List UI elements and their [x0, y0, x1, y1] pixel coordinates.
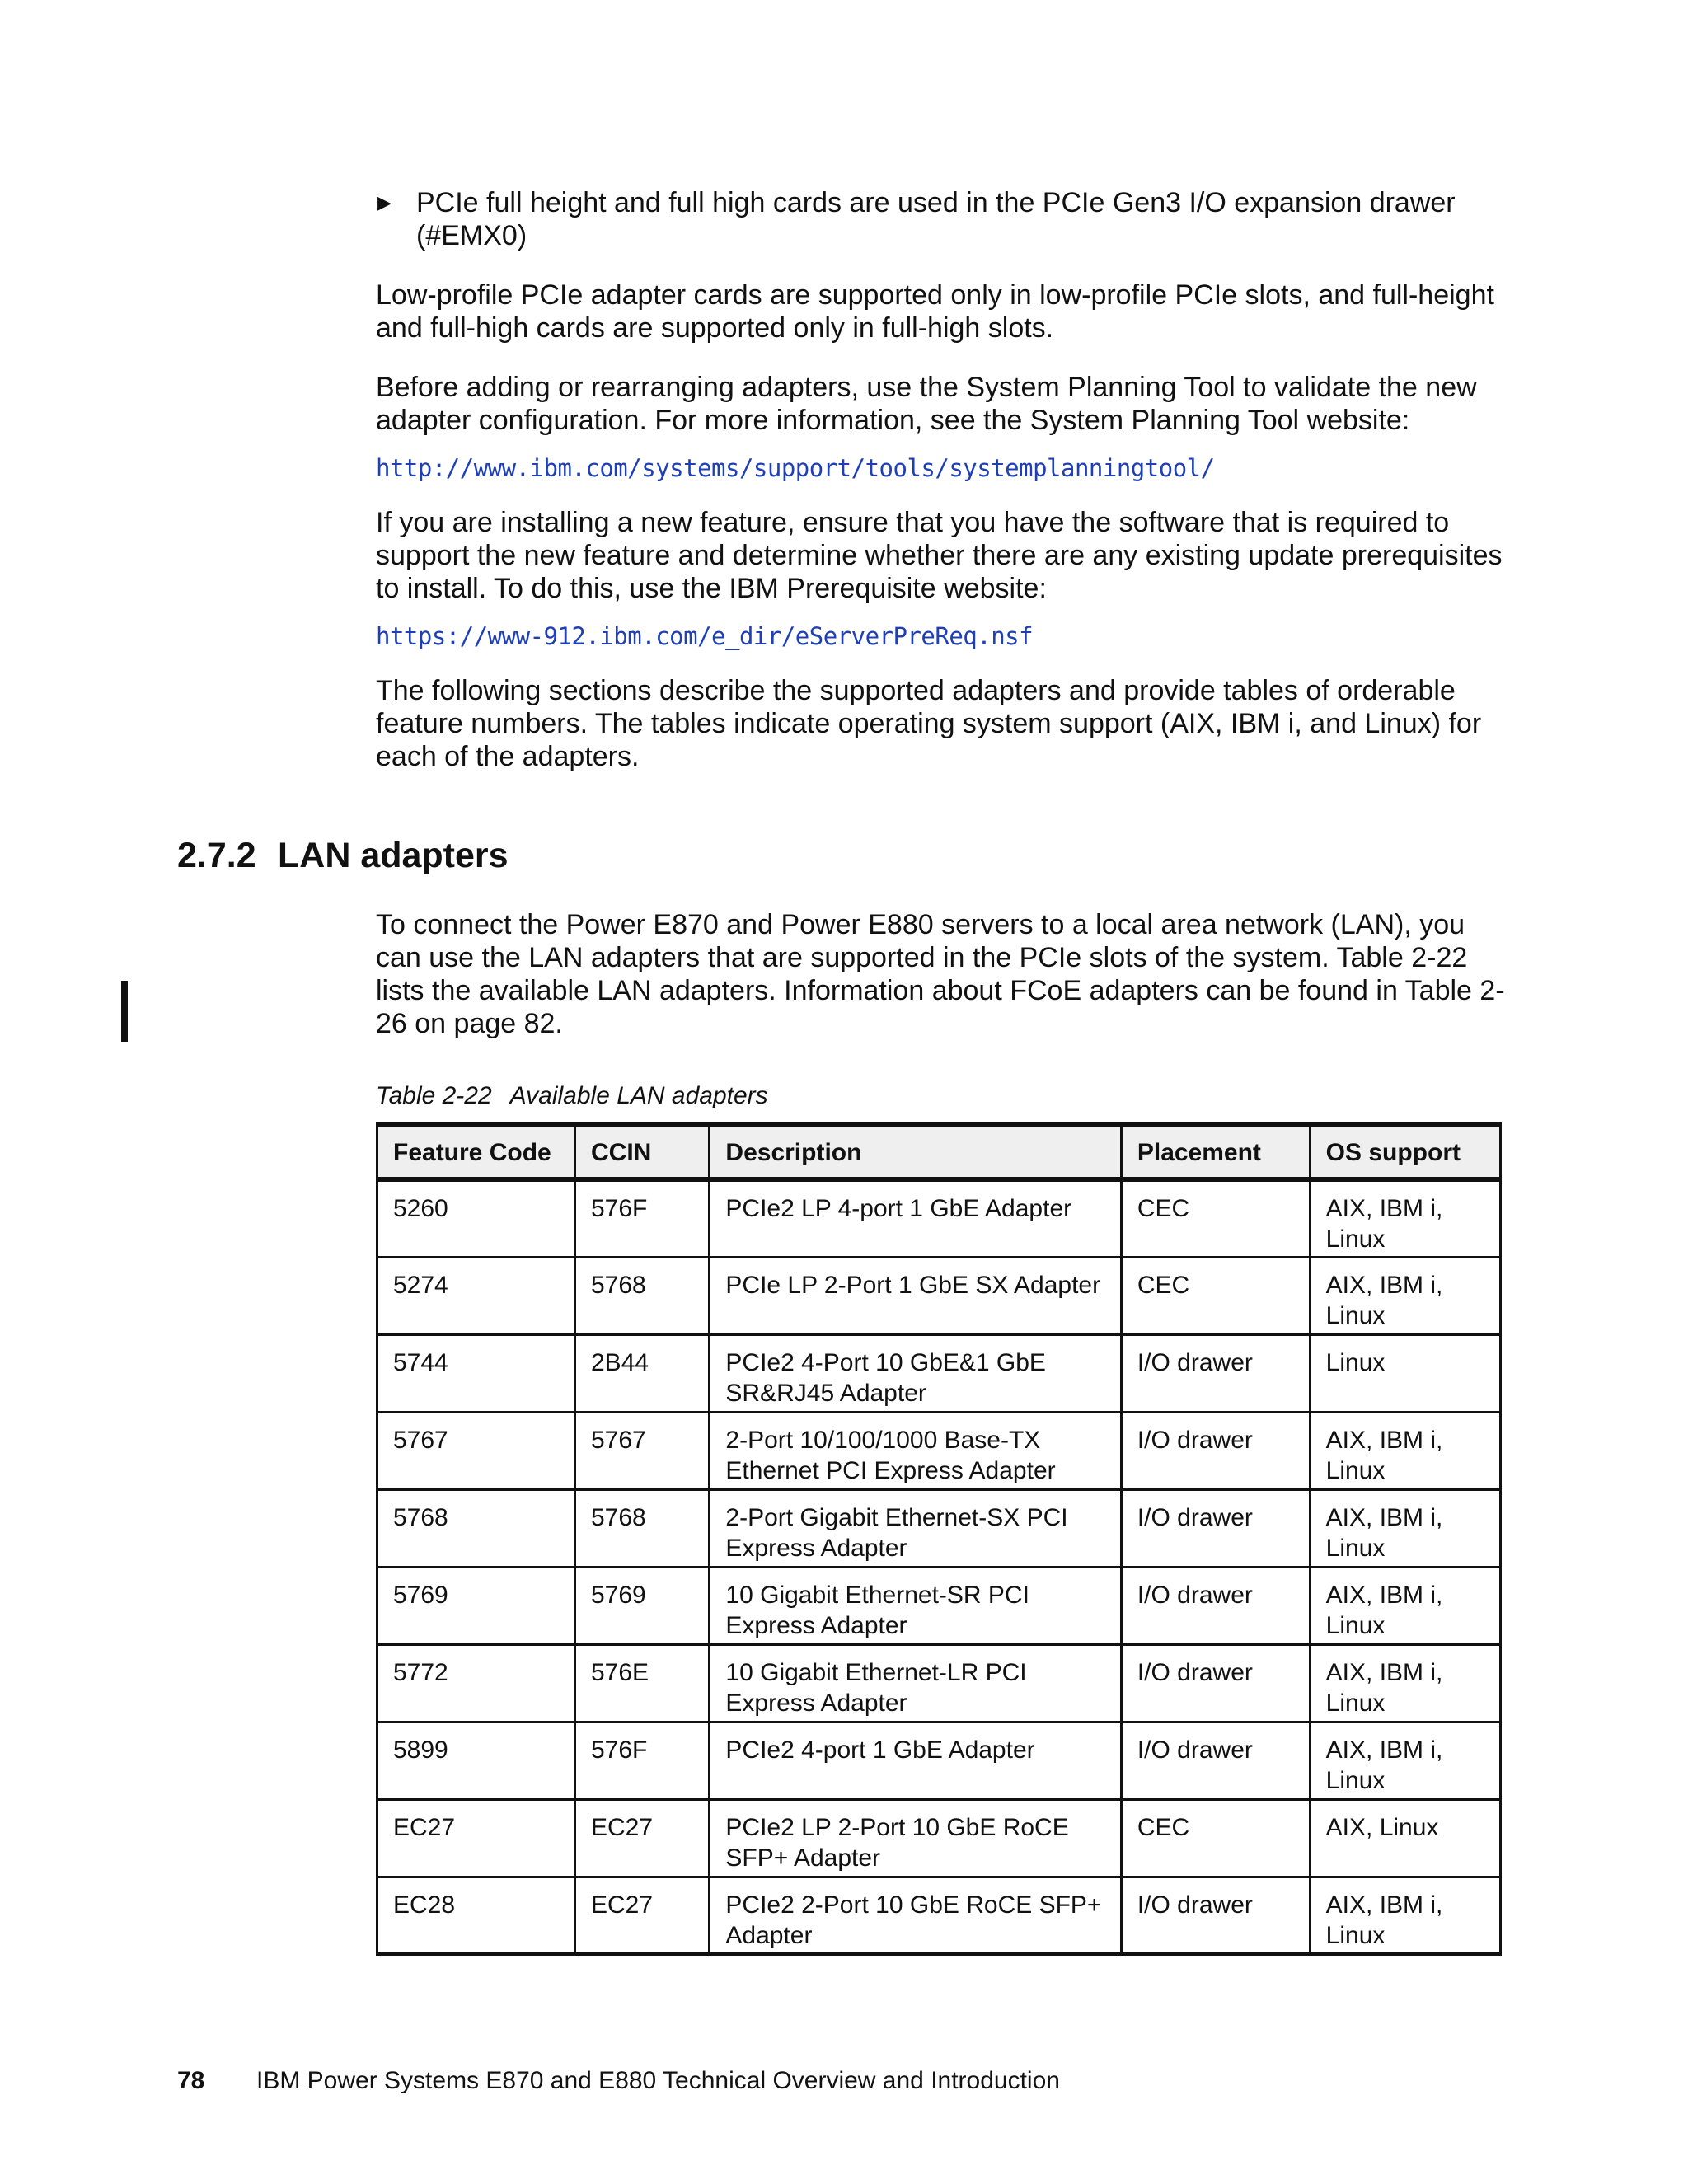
cell-placement: I/O drawer	[1121, 1567, 1310, 1644]
cell-feature-code: 5274	[377, 1257, 575, 1334]
section-number: 2.7.2	[177, 836, 256, 875]
cell-placement: I/O drawer	[1121, 1644, 1310, 1722]
table-caption-title: Available LAN adapters	[509, 1082, 768, 1109]
cell-description: 10 Gigabit Ethernet-SR PCI Express Adapter	[710, 1567, 1121, 1644]
cell-feature-code: 5744	[377, 1334, 575, 1412]
cell-description: PCIe LP 2-Port 1 GbE SX Adapter	[710, 1257, 1121, 1334]
cell-description: 2-Port 10/100/1000 Base-TX Ethernet PCI Express Adapter	[710, 1412, 1121, 1489]
cell-ccin: 5767	[575, 1412, 710, 1489]
cell-description: 2-Port Gigabit Ethernet-SX PCI Express Adapter	[710, 1489, 1121, 1567]
header-ccin: CCIN	[575, 1125, 710, 1179]
cell-placement: CEC	[1121, 1179, 1310, 1257]
cell-feature-code: 5769	[377, 1567, 575, 1644]
cell-os-support: AIX, IBM i, Linux	[1310, 1179, 1500, 1257]
section-intro: To connect the Power E870 and Power E880 servers to a local area network (LAN), you can use the LAN adapters that are supported in the PCIe slots of the system. Table 2-22 lists the available LAN adapters. Information about FCoE adapters can be found in Table 2-26 on page 82.	[376, 909, 1505, 1039]
cell-placement: I/O drawer	[1121, 1722, 1310, 1799]
table-row	[377, 1567, 1501, 1644]
cell-placement: I/O drawer	[1121, 1489, 1310, 1567]
paragraph-system-planning: Before adding or rearranging adapters, use the System Planning Tool to validate the new adapter configuration. For more information, see the System Planning Tool website:	[376, 372, 1477, 436]
header-placement: Placement	[1121, 1125, 1310, 1179]
table-row	[377, 1412, 1501, 1489]
section-title: LAN adapters	[278, 836, 509, 875]
header-os-support: OS support	[1310, 1125, 1500, 1179]
table-row	[377, 1334, 1501, 1412]
link-system-planning-tool[interactable]: http://www.ibm.com/systems/support/tools/systemplanningtool/	[376, 454, 1215, 482]
cell-placement: CEC	[1121, 1257, 1310, 1334]
cell-os-support: AIX, IBM i, Linux	[1310, 1877, 1500, 1954]
header-description: Description	[710, 1125, 1121, 1179]
cell-placement: I/O drawer	[1121, 1877, 1310, 1954]
cell-description: PCIe2 LP 4-port 1 GbE Adapter	[710, 1179, 1121, 1257]
cell-feature-code: 5772	[377, 1644, 575, 1722]
link-ibm-prerequisite[interactable]: https://www-912.ibm.com/e_dir/eServerPreReq.nsf	[376, 622, 1034, 650]
cell-os-support: AIX, IBM i, Linux	[1310, 1489, 1500, 1567]
cell-os-support: AIX, IBM i, Linux	[1310, 1412, 1500, 1489]
cell-os-support: AIX, IBM i, Linux	[1310, 1567, 1500, 1644]
section-heading	[177, 831, 509, 880]
cell-ccin: 5768	[575, 1489, 710, 1567]
cell-ccin: 576F	[575, 1179, 710, 1257]
cell-feature-code: EC27	[377, 1799, 575, 1877]
cell-feature-code: 5767	[377, 1412, 575, 1489]
cell-os-support: Linux	[1310, 1334, 1500, 1412]
page-number: 78	[177, 2067, 205, 2094]
cell-os-support: AIX, IBM i, Linux	[1310, 1644, 1500, 1722]
cell-os-support: AIX, IBM i, Linux	[1310, 1257, 1500, 1334]
cell-description: PCIe2 2-Port 10 GbE RoCE SFP+ Adapter	[710, 1877, 1121, 1954]
cell-ccin: 576F	[575, 1722, 710, 1799]
table-row	[377, 1799, 1501, 1877]
triangle-bullet-icon: ▶	[377, 192, 392, 213]
paragraph-low-profile: Low-profile PCIe adapter cards are supported only in low-profile PCIe slots, and full-height and full-high cards are supported only in full-high slots.	[376, 279, 1494, 344]
cell-ccin: 2B44	[575, 1334, 710, 1412]
cell-os-support: AIX, Linux	[1310, 1799, 1500, 1877]
cell-description: PCIe2 4-Port 10 GbE&1 GbE SR&RJ45 Adapter	[710, 1334, 1121, 1412]
table-row	[377, 1179, 1501, 1257]
header-feature-code: Feature Code	[377, 1125, 575, 1179]
cell-description: PCIe2 4-port 1 GbE Adapter	[710, 1722, 1121, 1799]
paragraph-prerequisite: If you are installing a new feature, ensure that you have the software that is required to support the new feature and determine whether there are any existing update prerequisites to install. To do this, use the IBM Prerequisite website:	[376, 507, 1503, 604]
cell-ccin: EC27	[575, 1877, 710, 1954]
lower-body	[376, 908, 1505, 1956]
table-row	[377, 1257, 1501, 1334]
cell-feature-code: 5260	[377, 1179, 575, 1257]
cell-ccin: 576E	[575, 1644, 710, 1722]
page-footer	[177, 2064, 1060, 2097]
footer-title: IBM Power Systems E870 and E880 Technical Overview and Introduction	[256, 2067, 1060, 2094]
cell-feature-code: 5899	[377, 1722, 575, 1799]
cell-ccin: EC27	[575, 1799, 710, 1877]
cell-description: PCIe2 LP 2-Port 10 GbE RoCE SFP+ Adapter	[710, 1799, 1121, 1877]
table-row	[377, 1722, 1501, 1799]
cell-description: 10 Gigabit Ethernet-LR PCI Express Adapter	[710, 1644, 1121, 1722]
cell-feature-code: 5768	[377, 1489, 575, 1567]
table-row	[377, 1877, 1501, 1954]
cell-ccin: 5769	[575, 1567, 710, 1644]
paragraph-following-sections: The following sections describe the supported adapters and provide tables of orderable feature numbers. The tables indicate operating system support (AIX, IBM i, and Linux) for each of the adapters.	[376, 675, 1482, 772]
cell-placement: I/O drawer	[1121, 1334, 1310, 1412]
table-caption	[376, 1080, 1505, 1113]
table-row	[377, 1489, 1501, 1567]
table-row	[377, 1644, 1501, 1722]
table-caption-label: Table 2-22	[376, 1082, 492, 1109]
table-header-row	[377, 1125, 1501, 1179]
lan-adapters-table	[376, 1122, 1502, 1956]
cell-placement: I/O drawer	[1121, 1412, 1310, 1489]
cell-ccin: 5768	[575, 1257, 710, 1334]
cell-placement: CEC	[1121, 1799, 1310, 1877]
cell-os-support: AIX, IBM i, Linux	[1310, 1722, 1500, 1799]
bullet-item	[376, 186, 1505, 252]
bullet-text: PCIe full height and full high cards are used in the PCIe Gen3 I/O expansion drawer (#EMX0)	[416, 187, 1456, 251]
upper-body	[376, 186, 1505, 799]
change-bar	[121, 981, 128, 1042]
cell-feature-code: EC28	[377, 1877, 575, 1954]
